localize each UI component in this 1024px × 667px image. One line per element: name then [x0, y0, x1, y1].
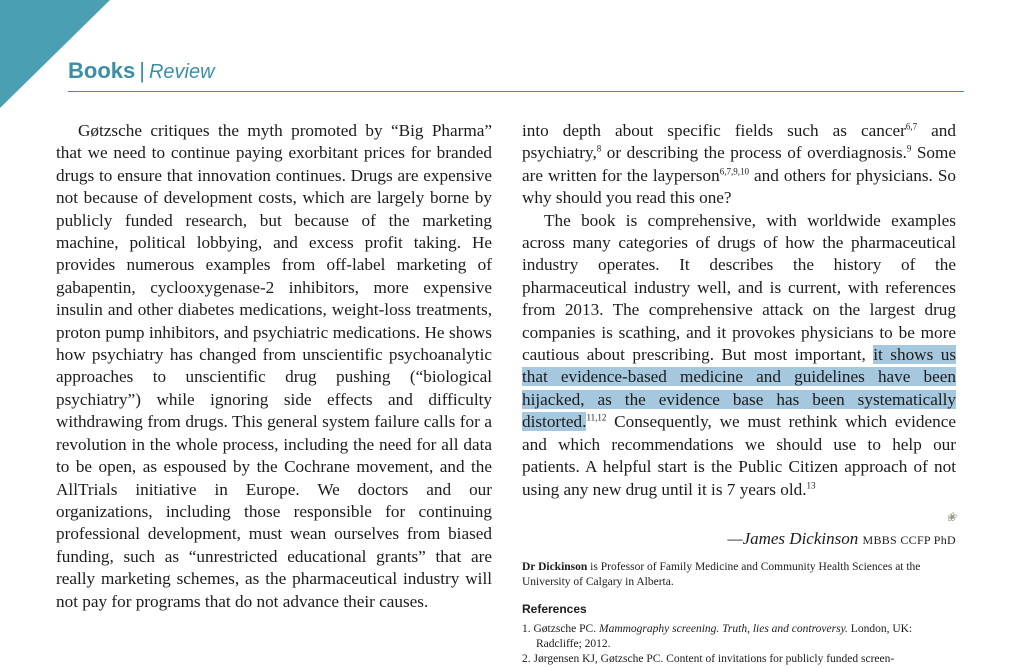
bio-name: Dr Dickinson [522, 560, 588, 573]
reference-authors: Gøtzsche PC. [533, 623, 599, 636]
reference-number: 1. [522, 623, 531, 636]
citation-superscript: 9 [906, 143, 912, 154]
signature-name: —James Dickinson [727, 529, 859, 549]
left-paragraph: Gøtzsche critiques the myth promoted by “Big Pharma” that we need to continue paying exorbitant prices for branded drugs to ensure that innovation continues. Drugs are expensive not because of development costs, which are largely borne by publicly funded research, but because of the marketing machine, political lobbying, and excess profit taking. He provides numerous examples from off-label marketing of gabapentin, cyclooxygenase-2 inhibitors, more expensive insulin and other diabetes medications, weight-loss treatments, proton pump inhibitors, and psychiatric medications. He shows how psychiatry has changed from unscientific psychoanalytic approaches to unscientific drug pushing (“biological psychiatry”) while ignoring side effects and difficulty withdrawing from drugs. This general system failure calls for a revolution in the whole process, including the need for all data to be open, as espoused by the Cochrane movement, and the AllTrials initiative in Europe. We doctors and our organizations, including those responsible for continuing professional development, must wean ourselves from biased funding, such as “unrestricted educational grants” that are really marketing schemes, as the pharmaceutical industry will not pay for programs that do not advance their causes. [56, 121, 492, 611]
right-paragraph-2 [522, 210, 956, 501]
section-subtitle: Review [148, 61, 215, 83]
header-separator: | [139, 58, 145, 83]
citation-superscript: 13 [806, 479, 816, 490]
text-run: The book is comprehensive, with worldwide examples across many categories of drugs of how the pharmaceutical industry operates. It describes the history of the pharmaceutical industry well, and is current, with references from 2013. The comprehensive attack on the largest drug companies is scathing, and it provokes physicians to be more cautious about prescribing. But most important, [522, 210, 956, 365]
text-run: and psychiatry, [522, 121, 956, 163]
right-column [522, 120, 956, 667]
section-header [68, 58, 215, 84]
reference-item [522, 652, 956, 667]
reference-authors: Jørgensen KJ, Gøtzsche PC. [533, 653, 667, 666]
highlighted-text[interactable]: it shows us that evidence-based medicine and guidelines have been hijacked, as the evidence base has been systematically distorted. [522, 345, 957, 432]
citation-superscript: 11,12 [586, 412, 607, 423]
citation-superscript: 6,7,9,10 [719, 166, 749, 177]
reference-number: 2. [522, 653, 531, 666]
text-run: into depth about specific fields such as cancer [522, 121, 906, 140]
reference-title: Mammography screening. Truth, lies and controversy. [598, 623, 848, 636]
bio-text: is Professor of Family Medicine and Community Health Sciences at the University of Calgary in Alberta. [522, 560, 921, 588]
header-rule [68, 91, 964, 92]
reference-details: Content of invitations for publicly funded screen- [666, 653, 895, 666]
signature-credentials: MBBS CCFP PhD [862, 533, 956, 548]
maple-leaf-icon: ❀ [945, 509, 956, 524]
reference-details: London, UK: Radcliffe; 2012. [536, 623, 913, 651]
right-paragraph-1 [522, 120, 956, 210]
citation-superscript: 8 [596, 143, 602, 154]
citation-superscript: 6,7 [905, 121, 918, 132]
text-run: Consequently, we must rethink which evidence and which recommendations we should use to help our patients. A helpful start is the Public Citizen approach of not using any new drug until it is 7 years old. [522, 412, 956, 499]
references-heading: References [522, 601, 587, 616]
text-run: Some are written for the layperson [522, 143, 956, 185]
author-bio [522, 560, 956, 590]
references-list [522, 622, 956, 667]
reference-item [522, 622, 956, 652]
section-title: Books [68, 58, 136, 83]
text-run: or describing the process of overdiagnosis. [601, 143, 907, 163]
author-signature [522, 505, 956, 552]
text-run: and others for physicians. So why should you read this one? [522, 165, 956, 208]
left-column [56, 120, 492, 613]
